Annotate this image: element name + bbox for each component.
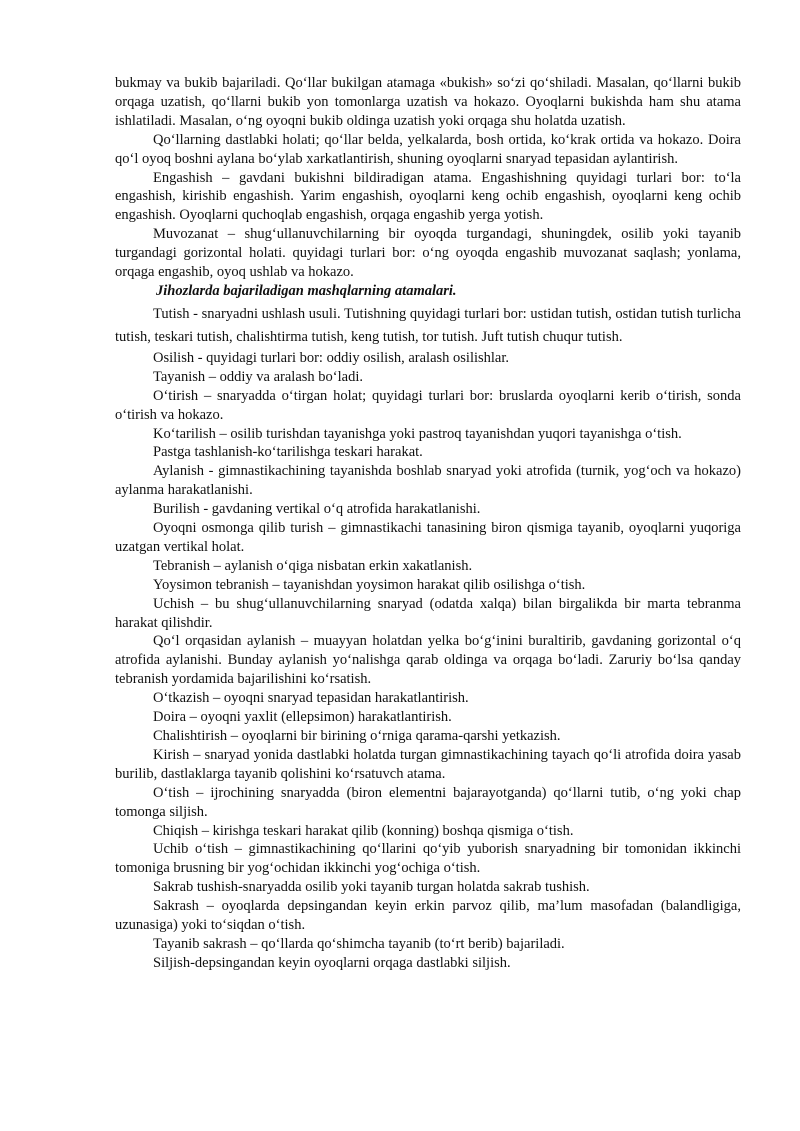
term-qol-orqasidan-aylanish: Qo‘l orqasidan aylanish – muayyan holatdan yelka bo‘g‘inini buraltirib, gavdaning gorizontal o‘q atrofida aylanishi. Bunday aylanish yo‘nalishga qarab oldinga va orqaga bo‘ladi. Zaruriy bo‘lsa qanday tebranish yordamida bajarilishini ko‘rsatish. xyxy=(115,633,741,688)
document-page xyxy=(115,74,741,973)
term-uchish: Uchish – bu shug‘ullanuvchilarning snaryad (odatda xalqa) bilan birgalikda bir marta tebranma harakat qilishdir. xyxy=(115,595,741,631)
term-siljish: Siljish-depsingandan keyin oyoqlarni orqaga dastlabki siljish. xyxy=(153,954,511,971)
term-osilish: Osilish - quyidagi turlari bor: oddiy osilish, aralash osilishlar. xyxy=(153,349,510,366)
paragraph-bukish: bukmay va bukib bajariladi. Qo‘llar bukilgan atamaga «bukish» so‘zi qo‘shiladi. Masalan, qo‘llarni bukib orqaga uzatish, qo‘llarni bukib yon tomonlarga uzatish va hokazo. Oyoqlarni bukishda ham shu atama ishlatiladi. Masalan, o‘ng oyoqni bukib oldinga uzatish yoki orqaga shu holatda uzatish. xyxy=(115,75,741,129)
term-otish: O‘tish – ijrochining snaryadda (biron elementni bajarayotganda) qo‘llarni tutib, o‘ng yoki chap tomonga siljish. xyxy=(115,784,741,820)
term-chalishtirish: Chalishtirish – oyoqlarni bir birining o‘rniga qarama-qarshi yetkazish. xyxy=(153,728,561,744)
paragraph-engashish: Engashish – gavdani bukishni bildiradigan atama. Engashishning quyidagi turlari bor: to‘la engashish, kirishib engashish. Yarim engashish, oyoqlarni keng ochib engashish, oyoqlarni keng ochib engashish. Oyoqlarni quchoqlab engashish, orqaga engashib yerga yotish. xyxy=(115,169,741,224)
term-oyoqni-osmonga: Oyoqni osmonga qilib turish – gimnastikachi tanasining biron qismiga tayanib, oyoqlarni yuqoriga uzatgan vertikal holat. xyxy=(115,520,741,555)
term-tayanish: Tayanish – oddiy va aralash bo‘ladi. xyxy=(153,368,363,385)
term-pastga-tashlanish: Pastga tashlanish-ko‘tarilishga teskari harakat. xyxy=(153,444,423,461)
paragraph-dastlabki-holat: Qo‘llarning dastlabki holati; qo‘llar belda, yelkalarda, bosh ortida, ko‘krak ortida va hokazo. Doira qo‘l oyoq boshni aylana bo‘ylab xarkatlantirish, shuning oyoqlarni snaryad tepasidan aylantirish. xyxy=(115,131,741,167)
term-doira: Doira – oyoqni yaxlit (ellepsimon) harakatlantirish. xyxy=(153,709,452,726)
term-sakrash: Sakrash – oyoqlarda depsingandan keyin erkin parvoz qilib, ma’lum masofadan (balandligiga, uzunasiga) yoki to‘siqdan o‘tish. xyxy=(115,898,741,934)
term-yoysimon-tebranish: Yoysimon tebranish – tayanishdan yoysimon harakat qilib osilishga o‘tish. xyxy=(153,576,586,593)
term-aylanish: Aylanish - gimnastikachining tayanishda boshlab snaryad yoki atrofida (turnik, yog‘och va hokazo) aylanma harakatlanishi. xyxy=(115,463,741,499)
paragraph-muvozanat: Muvozanat – shug‘ullanuvchilarning bir oyoqda turgandagi, shuningdek, osilib yoki tayanib turgandagi gorizontal holati. quyidagi turlari bor: o‘ng oyoqda engashib muvozanat saqlash; yonlama, orqaga engashib, oyoq ushlab va hokazo. xyxy=(115,226,741,281)
section-heading: Jihozlarda bajariladigan mashqlarning atamalari. xyxy=(156,282,457,299)
term-kirish: Kirish – snaryad yonida dastlabki holatda turgan gimnastikachining tayach qo‘li atrofida doira yasab burilib, dastlaklarga tayanib qolishini ko‘rsatuvch atama. xyxy=(115,746,741,782)
term-tayanib-sakrash: Tayanib sakrash – qo‘llarda qo‘shimcha tayanib (to‘rt berib) bajariladi. xyxy=(153,935,565,952)
term-sakrab-tushish: Sakrab tushish-snaryadda osilib yoki tayanib turgan holatda sakrab tushish. xyxy=(153,879,590,896)
paragraph-tutish: Tutish - snaryadni ushlash usuli. Tutishning quyidagi turlari bor: ustidan tutish, ostidan tutish turlicha tutish, teskari tutish, chalishtirma tutish, keng tutish, tor tutish. Juft tutish chuqur tutish. xyxy=(115,305,741,345)
term-chiqish: Chiqish – kirishga teskari harakat qilib (konning) boshqa qismiga o‘tish. xyxy=(153,822,574,839)
term-otirish: O‘tirish – snaryadda o‘tirgan holat; quyidagi turlari bor: bruslarda oyoqlarni kerib o‘tirish, sonda o‘tirish va hokazo. xyxy=(115,387,741,423)
term-otkazish: O‘tkazish – oyoqni snaryad tepasidan harakatlantirish. xyxy=(153,690,469,707)
term-uchib-otish: Uchib o‘tish – gimnastikachining qo‘llarini qo‘yib yuborish snaryadning bir tomonidan ikkinchi tomoniga brusning bir yog‘ochidan ikkinchi yog‘ochiga o‘tish. xyxy=(115,841,741,877)
term-burilish: Burilish - gavdaning vertikal o‘q atrofida harakatlanishi. xyxy=(153,501,481,518)
term-kotarilish: Ko‘tarilish – osilib turishdan tayanishga yoki pastroq tayanishdan yuqori tayanishga o‘tish. xyxy=(153,425,682,442)
term-tebranish: Tebranish – aylanish o‘qiga nisbatan erkin xakatlanish. xyxy=(153,557,473,574)
